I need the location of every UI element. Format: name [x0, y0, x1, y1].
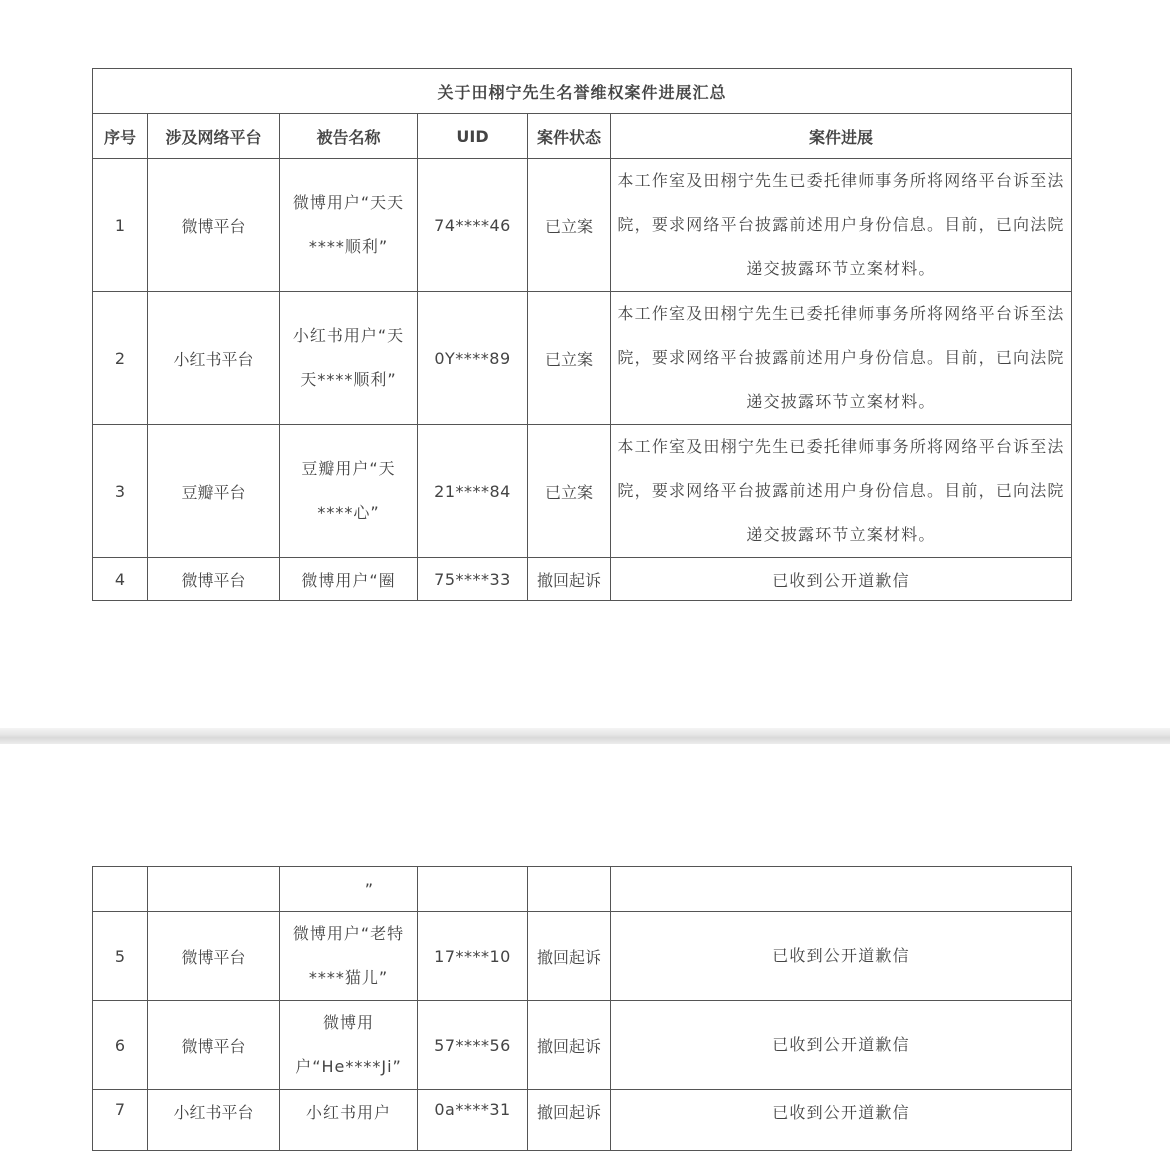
row-progress: 已收到公开道歉信	[611, 912, 1072, 1001]
row-status: 撤回起诉	[528, 1001, 611, 1090]
document-page-2	[0, 744, 1170, 1127]
row-platform: 小红书平台	[148, 292, 280, 425]
row-platform: 豆瓣平台	[148, 425, 280, 558]
row-uid: 74****46	[418, 159, 528, 292]
row-number: 6	[93, 1001, 148, 1090]
row-progress: 本工作室及田栩宁先生已委托律师事务所将网络平台诉至法院，要求网络平台披露前述用户身份信息。目前，已向法院递交披露环节立案材料。	[611, 425, 1072, 558]
row-number: 2	[93, 292, 148, 425]
row-progress: 已收到公开道歉信	[611, 1090, 1072, 1151]
row-defendant: 微博用户“He****Ji”	[280, 1001, 418, 1090]
row-number: 7	[93, 1090, 148, 1151]
row-platform: 微博平台	[148, 912, 280, 1001]
row-progress: 本工作室及田栩宁先生已委托律师事务所将网络平台诉至法院，要求网络平台披露前述用户身份信息。目前，已向法院递交披露环节立案材料。	[611, 292, 1072, 425]
case-progress-table-continued	[92, 866, 1072, 1151]
table-row-continuation	[93, 867, 1072, 912]
row-status: 撤回起诉	[528, 1090, 611, 1151]
row-number: 1	[93, 159, 148, 292]
row-uid: 0a****31	[418, 1090, 528, 1151]
table-header-row	[93, 114, 1072, 159]
row-status: 已立案	[528, 292, 611, 425]
row-uid: 21****84	[418, 425, 528, 558]
row-status: 撤回起诉	[528, 558, 611, 601]
row-status: 撤回起诉	[528, 912, 611, 1001]
row-defendant: 小红书用户“天天****顺利”	[280, 292, 418, 425]
table-row	[93, 159, 1072, 292]
row-defendant: 小红书用户	[280, 1090, 418, 1151]
row-uid: 0Y****89	[418, 292, 528, 425]
header-uid: UID	[418, 114, 528, 159]
case-progress-table	[92, 68, 1072, 601]
row-number: 4	[93, 558, 148, 601]
row-number: 5	[93, 912, 148, 1001]
row-defendant: 微博用户“老特****猫儿”	[280, 912, 418, 1001]
row-progress: 已收到公开道歉信	[611, 558, 1072, 601]
row-platform: 微博平台	[148, 558, 280, 601]
row-status: 已立案	[528, 159, 611, 292]
header-platform: 涉及网络平台	[148, 114, 280, 159]
header-serial-number: 序号	[93, 114, 148, 159]
header-defendant-name: 被告名称	[280, 114, 418, 159]
row-defendant-continuation: ​ ”	[280, 867, 418, 912]
row-uid: 17****10	[418, 912, 528, 1001]
row-platform: 微博平台	[148, 159, 280, 292]
table-row	[93, 1001, 1072, 1090]
row-platform: 微博平台	[148, 1001, 280, 1090]
row-defendant: 豆瓣用户“天****心”	[280, 425, 418, 558]
row-status: 已立案	[528, 425, 611, 558]
table-row	[93, 1090, 1072, 1151]
row-defendant: 微博用户“天天****顺利”	[280, 159, 418, 292]
page-separator	[0, 728, 1170, 744]
table-title: 关于田栩宁先生名誉维权案件进展汇总	[93, 69, 1072, 114]
row-uid: 57****56	[418, 1001, 528, 1090]
row-defendant: 微博用户“圈	[280, 558, 418, 601]
table-row	[93, 558, 1072, 601]
header-case-status: 案件状态	[528, 114, 611, 159]
table-row	[93, 292, 1072, 425]
row-number: 3	[93, 425, 148, 558]
row-progress: 已收到公开道歉信	[611, 1001, 1072, 1090]
table-row	[93, 912, 1072, 1001]
row-progress: 本工作室及田栩宁先生已委托律师事务所将网络平台诉至法院，要求网络平台披露前述用户身份信息。目前，已向法院递交披露环节立案材料。	[611, 159, 1072, 292]
header-case-progress: 案件进展	[611, 114, 1072, 159]
table-row	[93, 425, 1072, 558]
row-uid: 75****33	[418, 558, 528, 601]
row-platform: 小红书平台	[148, 1090, 280, 1151]
